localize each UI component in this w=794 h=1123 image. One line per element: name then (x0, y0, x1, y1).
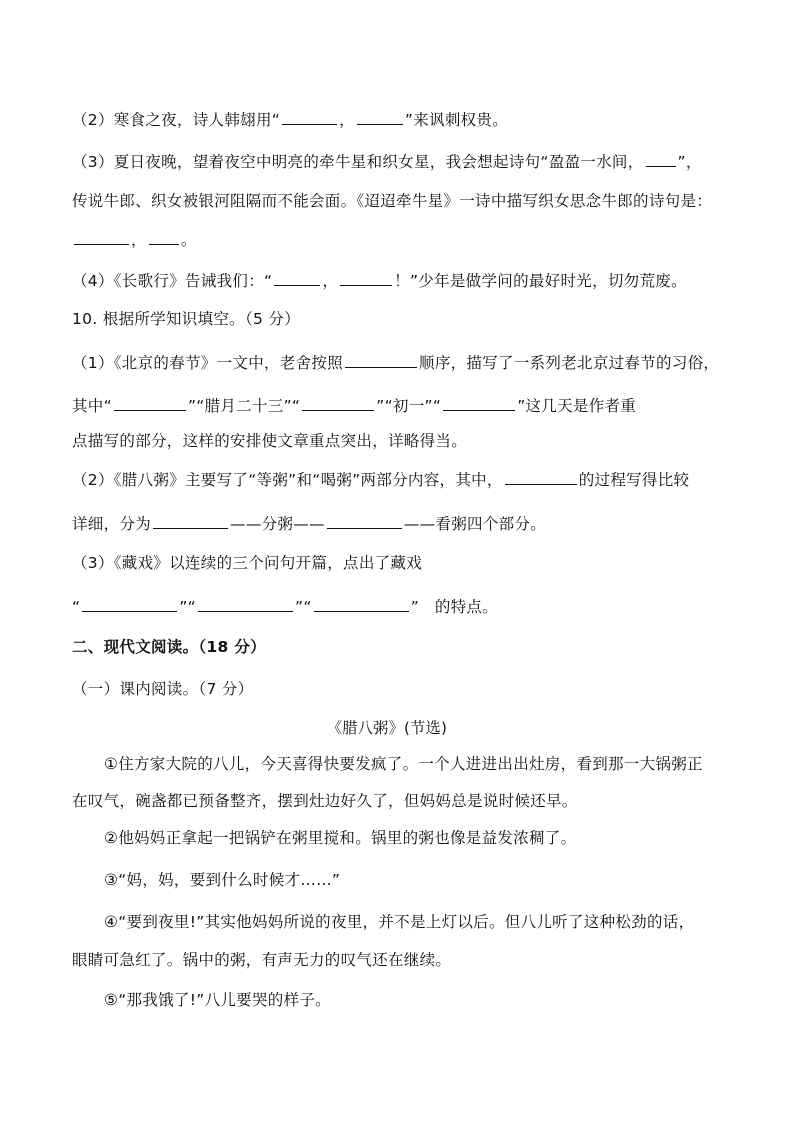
answer-blank[interactable] (340, 269, 392, 286)
q10-item-3-line2: “ ”“ ”“ ” 的特点。 (72, 595, 732, 617)
q9-item-3: （3）夏日夜晚，望着夜空中明亮的牵牛星和织女星，我会想起诗句“盈盈一水间， ”， (72, 150, 732, 172)
answer-blank[interactable] (327, 512, 402, 529)
q9-item-4: （4）《长歌行》告诫我们：“ ， ！”少年是做学问的最好时光，切勿荒废。 (72, 269, 732, 291)
answer-blank[interactable] (114, 394, 186, 411)
passage-paragraph-5: ⑤“那我饿了!”八儿要哭的样子。 (104, 991, 331, 1009)
answer-blank[interactable] (82, 595, 177, 612)
answer-blank[interactable] (443, 394, 515, 411)
subsection-title: （一）课内阅读。（7 分） (72, 680, 254, 698)
q10-item-3: （3）《藏戏》以连续的三个问句开篇，点出了藏戏 (72, 554, 423, 572)
passage-paragraph-4: ④“要到夜里!”其实他妈妈所说的夜里，并不是上灯以后。但八儿听了这种松劲的话， (104, 913, 695, 931)
q10-item-1-line2: 其中“ ”“腊月二十三”“ ”“初一”“ ”这几天是作者重 (72, 394, 732, 416)
passage-paragraph-1: ①住方家大院的八儿，今天喜得快要发疯了。一个人进进出出灶房，看到那一大锅粥正 (104, 755, 703, 773)
answer-blank[interactable] (345, 351, 417, 368)
passage-title: 《腊八粥》(节选) (326, 719, 448, 737)
answer-blank[interactable] (646, 150, 676, 167)
answer-blank[interactable] (74, 228, 129, 245)
passage-paragraph-3: ③“妈，妈，要到什么时候才……” (104, 871, 341, 889)
answer-blank[interactable] (274, 269, 320, 286)
answer-blank[interactable] (505, 468, 577, 485)
answer-blank[interactable] (314, 595, 409, 612)
q9-item-2: （2）寒食之夜，诗人韩翃用“ ， ”来讽刺权贵。 (72, 108, 732, 130)
answer-blank[interactable] (149, 228, 179, 245)
q10-item-1-line3: 点描写的部分，这样的安排使文章重点突出，详略得当。 (72, 432, 468, 450)
passage-paragraph-4-line2: 眼睛可急红了。锅中的粥，有声无力的叹气还在继续。 (72, 951, 452, 969)
q10-item-2: （2）《腊八粥》主要写了“等粥”和“喝粥”两部分内容，其中， 的过程写得比较 (72, 468, 732, 490)
passage-paragraph-2: ②他妈妈正拿起一把锅铲在粥里搅和。锅里的粥也像是益发浓稠了。 (104, 829, 577, 847)
passage-paragraph-1-line2: 在叹气，碗盏都已预备整齐，摆到灶边好久了，但妈妈总是说时候还早。 (72, 792, 578, 810)
answer-blank[interactable] (282, 108, 337, 125)
q10-title: 10. 根据所学知识填空。（5 分） (72, 310, 301, 328)
q10-item-1: （1）《北京的春节》一文中，老舍按照 顺序，描写了一系列老北京过春节的习俗， (72, 351, 732, 373)
q9-item-3-line2: 传说牛郎、织女被银河阻隔而不能会面。《迢迢牵牛星》一诗中描写织女思念牛郎的诗句是： (72, 192, 713, 210)
q10-item-2-line2: 详细，分为 ——分粥—— ——看粥四个部分。 (72, 512, 732, 534)
section-title: 二、现代文阅读。（18 分） (72, 638, 266, 656)
answer-blank[interactable] (357, 108, 403, 125)
answer-blank[interactable] (198, 595, 293, 612)
answer-blank[interactable] (153, 512, 228, 529)
q9-item-3-line3: ， 。 (72, 228, 732, 250)
answer-blank[interactable] (302, 394, 374, 411)
